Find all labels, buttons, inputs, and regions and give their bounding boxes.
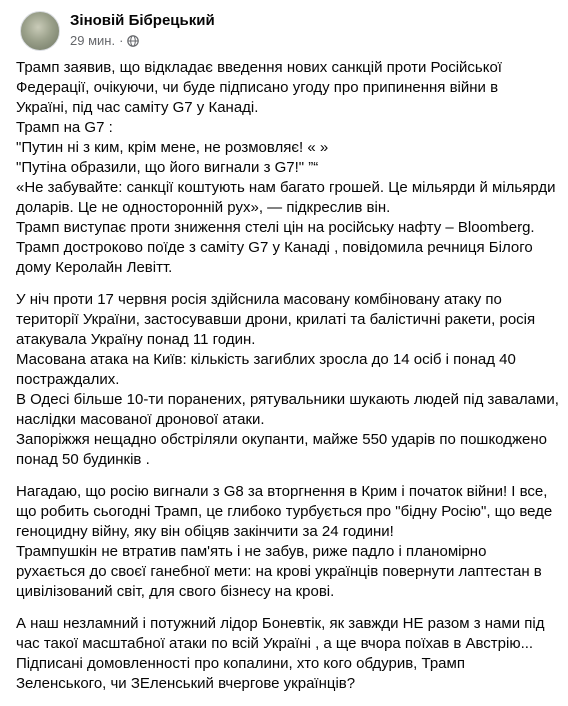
post-paragraph — [16, 290, 559, 470]
separator-dot: · — [119, 33, 124, 48]
post-text-line: понад 50 будинків . — [16, 451, 150, 468]
post-text-line: постраждалих. — [16, 371, 120, 388]
post-header — [20, 11, 215, 51]
post-text-line: Масована атака на Київ: кількість загиблих зросла до 14 осіб і понад 40 — [16, 351, 516, 368]
post-text-line: Трамп заявив, що відкладає введення нових санкцій проти Російської — [16, 59, 502, 76]
post-body — [16, 58, 559, 706]
post-text-line: цивілізований світ, для свого бізнесу на крові. — [16, 583, 335, 600]
post-text-line: Зеленського, чи ЗЕленський вчергове українців? — [16, 675, 356, 692]
post-text-line: час такої масштабної атаки по всій Україні , а ще вчора поїхав в Австрію... — [16, 635, 534, 652]
post-text-line: Федерації, очікуючи, чи буде підписано угоду про припинення війни в — [16, 79, 499, 96]
post-text-line: рухається до своєї ганебної мети: на крові українців повернути лаптестан в — [16, 563, 542, 580]
post-paragraph — [16, 58, 556, 278]
post-text-line: "Путіна образили, що його вигнали з G7!" ”“ — [16, 159, 319, 176]
post-time[interactable]: 29 мин. — [70, 33, 116, 48]
post-text-line: наслідки масованої дронової атаки. — [16, 411, 265, 428]
post-text-line: що робить сьогодні Трамп, це глибоко турбується про "бідну Росію", що веде — [16, 503, 553, 520]
post-text-line: геноцидну війну, яку він обіцяв закінчити за 24 години! — [16, 523, 394, 540]
post-paragraph — [16, 614, 556, 694]
post-text-line: Нагадаю, що росію вигнали з G8 за вторгнення в Крим і початок війни! І все, — [16, 483, 548, 500]
post-paragraph — [16, 482, 556, 602]
post-meta — [70, 11, 215, 49]
post-text-line: У ніч проти 17 червня росія здійснила масовану комбіновану атаку по — [16, 291, 502, 308]
post-subline — [70, 33, 215, 49]
post-text-line: В Одесі більше 10-ти поранених, рятувальники шукають людей під завалами, — [16, 391, 559, 408]
post-text-line: Трамп виступає проти зниження стелі цін на російську нафту – Bloomberg. — [16, 219, 535, 236]
post-text-line: Україні, під час саміту G7 у Канаді. — [16, 99, 259, 116]
post-text-line: атакувала Україну понад 11 годин. — [16, 331, 256, 348]
avatar[interactable] — [20, 11, 60, 51]
post-text-line: Трамп достроково поїде з саміту G7 у Канаді , повідомила речниця Білого — [16, 239, 533, 256]
post-text-line: доларів. Це не односторонній рух», — підкреслив він. — [16, 199, 391, 216]
post-text-line: «Не забувайте: санкції коштують нам багато грошей. Це мільярди й мільярди — [16, 179, 556, 196]
author-name[interactable]: Зіновій Бібрецький — [70, 12, 215, 29]
post-text-line: "Путин ні з ким, крім мене, не розмовляє! « » — [16, 139, 329, 156]
post-text-line: А наш незламний і потужний лідор Боневтік, як завжди НЕ разом з нами під — [16, 615, 545, 632]
post-text-line: Запоріжжя нещадно обстріляли окупанти, майже 550 ударів по пошкоджено — [16, 431, 547, 448]
post-text-line: Трампушкін не втратив пам'ять і не забув, риже падло і планомірно — [16, 543, 487, 560]
post-text-line: дому Керолайн Левітт. — [16, 259, 173, 276]
globe-icon — [127, 35, 139, 47]
post-text-line: Трамп на G7 : — [16, 119, 113, 136]
post-text-line: Підписані домовленності про копалини, хто кого обдурив, Трамп — [16, 655, 465, 672]
post-text-line: території України, застосувавши дрони, крилаті та балістичні ракети, росія — [16, 311, 536, 328]
